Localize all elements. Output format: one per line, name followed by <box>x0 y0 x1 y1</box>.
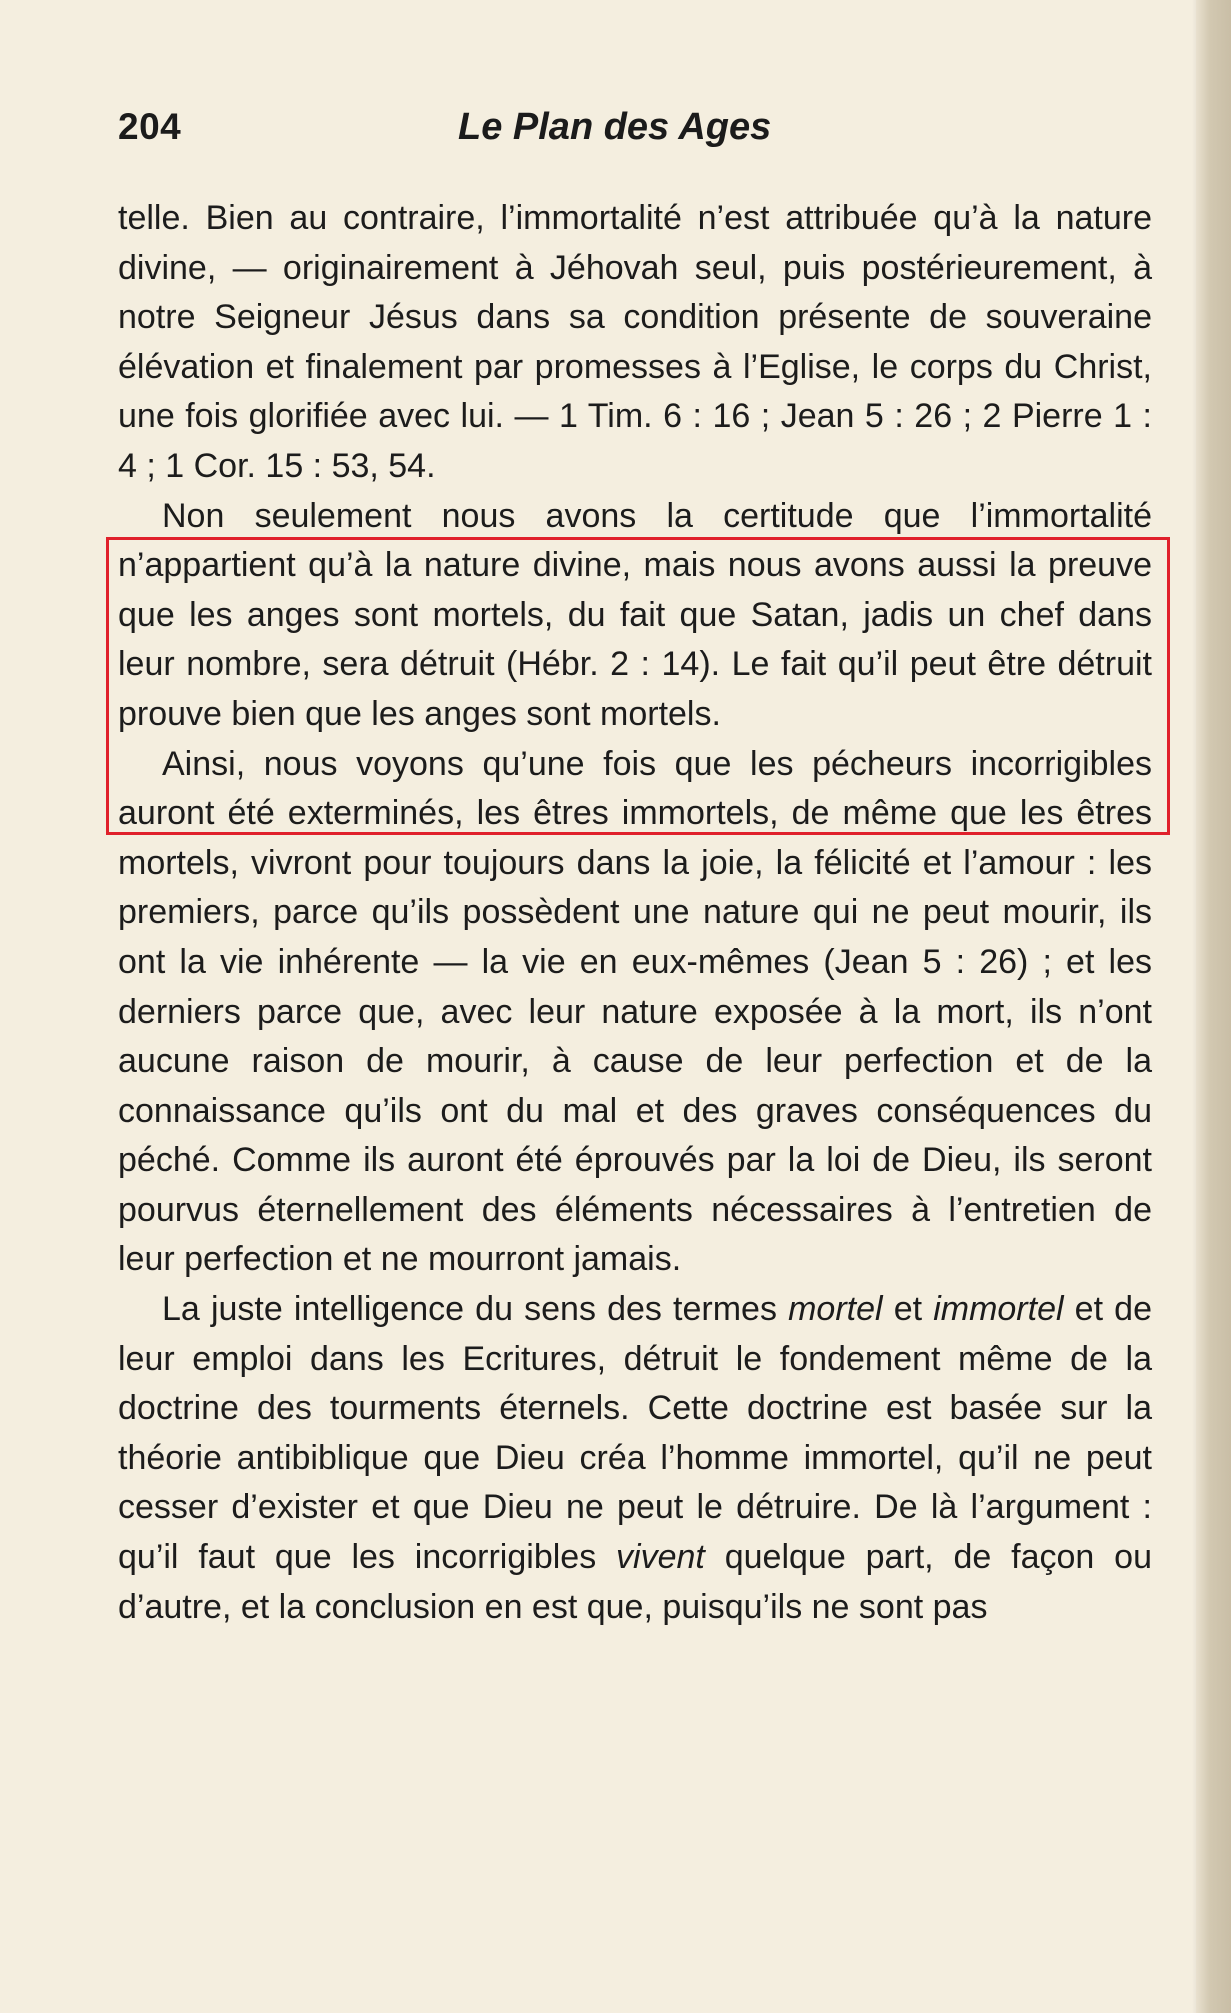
paragraph-eternal-joy: Ainsi, nous voyons qu’une fois que les pécheurs incorrigibles auront été exterminés, les êtres immortels, de même que les êtres mortels, vivront pour toujours dans la joie, la félicité et l’amour : les premiers, parce qu’ils possèdent une nature qui ne peut mourir, ils ont la vie inhérente — la vie en eux-mêmes (Jean 5 : 26) ; et les derniers parce que, avec leur nature exposée à la mort, ils n’ont aucune raison de mourir, à cause de leur perfection et de la connaissance qu’ils ont du mal et des graves conséquences du péché. Comme ils auront été éprouvés par la loi de Dieu, ils seront pourvus éternellement des éléments nécessaires à l’entretien de leur perfection et ne mourront jamais. <box>118 744 1152 1279</box>
text-run: quelque part, de façon ou d’autre, et la conclusion en est que, puisqu’ils ne sont pas <box>118 1538 1152 1626</box>
text-run: et <box>882 1290 934 1329</box>
page-edge <box>1196 0 1231 2013</box>
book-title: Le Plan des Ages <box>458 106 772 148</box>
paragraph-angels-mortal: Non seulement nous avons la certitude que l’immortalité n’appartient qu’à la nature divine, mais nous avons aussi la preuve que les anges sont mortels, du fait que Satan, jadis un chef dans leur nombre, sera détruit (Hébr. 2 : 14). Le fait qu’il peut être détruit prouve bien que les anges sont mortels. <box>118 496 1152 733</box>
italic-term-vivent: vivent <box>616 1538 705 1577</box>
paragraph-eternal-torment <box>118 1285 1152 1632</box>
text-run: La juste intelligence du sens des termes <box>162 1290 789 1329</box>
paragraph-immortality-divine: telle. Bien au contraire, l’immortalité n’est attribuée qu’à la nature divine, — originairement à Jéhovah seul, puis postérieurement, à notre Seigneur Jésus dans sa condition présente de souveraine élévation et finalement par promesses à l’Eglise, le corps du Christ, une fois glorifiée avec lui. — 1 Tim. 6 : 16 ; Jean 5 : 26 ; 2 Pierre 1 : 4 ; 1 Cor. 15 : 53, 54. <box>118 199 1152 485</box>
italic-term-immortel: immortel <box>933 1290 1064 1329</box>
body-text <box>118 194 1152 1632</box>
running-head <box>118 98 1152 168</box>
italic-term-mortel: mortel <box>788 1290 883 1329</box>
page-number: 204 <box>118 106 182 147</box>
text-run: et de leur emploi dans les Ecritures, détruit le fondement même de la doctrine des tourments éternels. Cette doctrine est basée sur la théorie antibiblique que Dieu créa l’homme immortel, qu’il ne peut cesser d’exister et que Dieu ne peut le détruire. De là l’argument : qu’il faut que les incorrigibles <box>118 1290 1152 1577</box>
